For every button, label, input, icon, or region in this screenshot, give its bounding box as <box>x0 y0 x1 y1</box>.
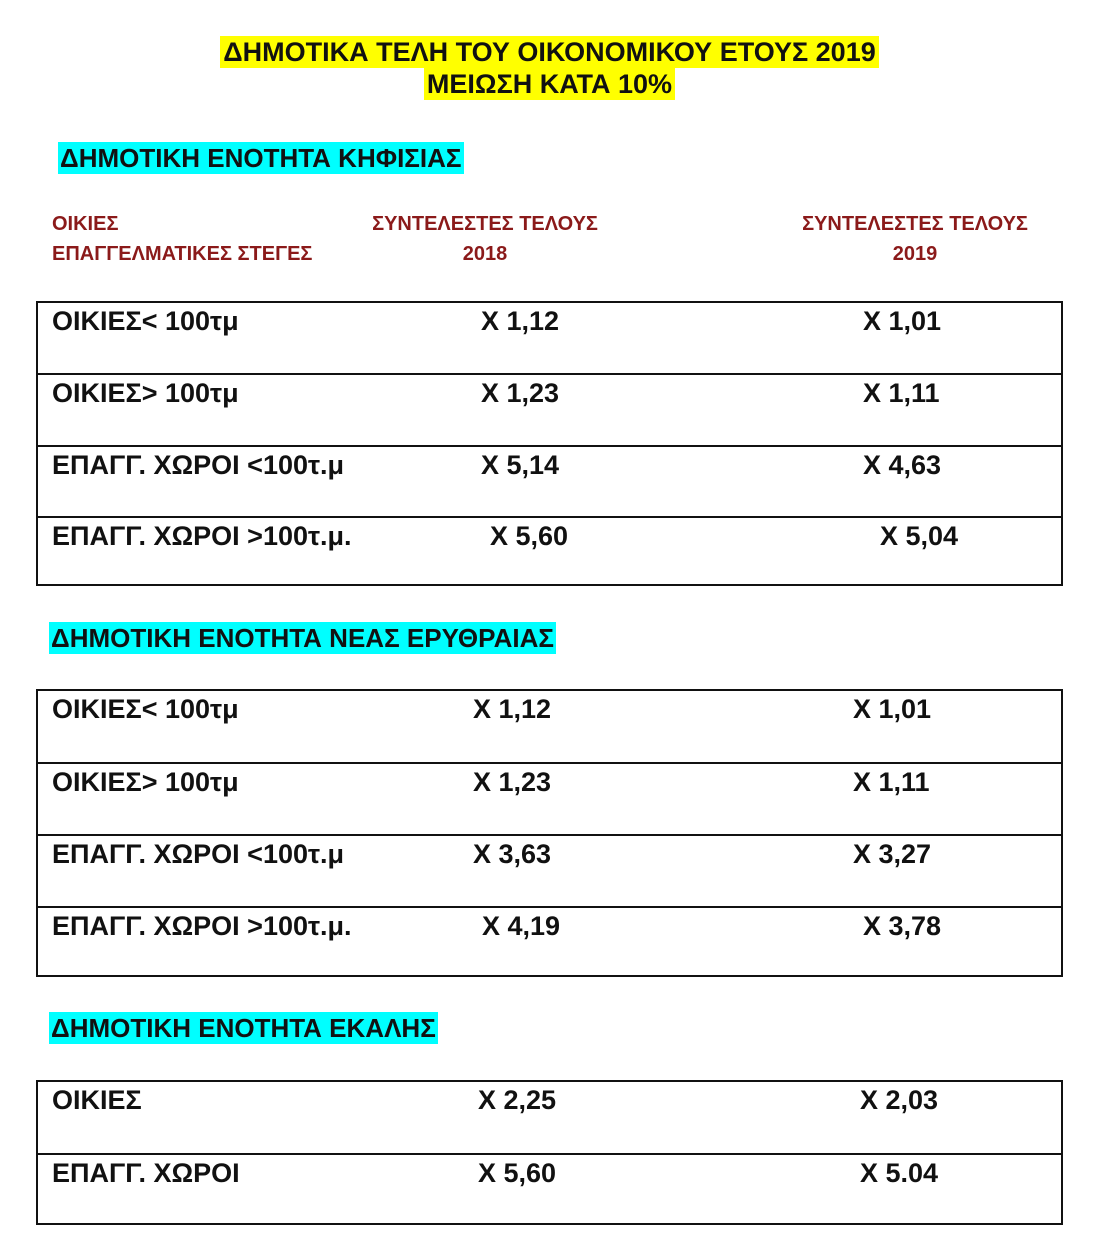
cell-coef-2019: Χ 3,27 <box>853 839 932 869</box>
table-row <box>38 373 1061 445</box>
cell-coef-2019: Χ 5,04 <box>880 521 959 551</box>
table-row <box>38 445 1061 516</box>
col-header-category-2: ΕΠΑΓΓΕΛΜΑΤΙΚΕΣ ΣΤΕΓΕΣ <box>52 243 313 265</box>
table-row <box>38 691 1061 762</box>
cell-coef-2018: Χ 5,14 <box>481 450 560 480</box>
cell-coef-2018: Χ 2,25 <box>478 1085 557 1115</box>
cell-category: ΕΠΑΓΓ. ΧΩΡΟΙ <box>52 1158 240 1188</box>
col-header-2018-1: ΣΥΝΤΕΛΕΣΤΕΣ ΤΕΛΟΥΣ <box>372 213 598 235</box>
col-header-2019-2: 2019 <box>892 243 938 265</box>
cell-coef-2018: Χ 5,60 <box>478 1158 557 1188</box>
table-ekali <box>36 1080 1063 1225</box>
table-row <box>38 906 1061 975</box>
cell-coef-2018: Χ 5,60 <box>490 521 569 551</box>
cell-category: ΟΙΚΙΕΣ <box>52 1085 142 1115</box>
cell-category: ΕΠΑΓΓ. ΧΩΡΟΙ >100τ.μ. <box>52 521 352 551</box>
cell-coef-2019: Χ 1,01 <box>863 306 942 336</box>
title-line-1: ΔΗΜΟΤΙΚΑ ΤΕΛΗ ΤΟΥ ΟΙΚΟΝΟΜΙΚΟΥ ΕΤΟΥΣ 2019 <box>220 36 878 68</box>
col-header-2018-2: 2018 <box>462 243 508 265</box>
cell-coef-2018: Χ 4,19 <box>482 911 561 941</box>
table-row <box>38 516 1061 584</box>
cell-coef-2018: Χ 1,12 <box>481 306 560 336</box>
table-row <box>38 303 1061 373</box>
document-title <box>0 36 1099 100</box>
table-row <box>38 762 1061 834</box>
cell-coef-2018: Χ 1,23 <box>481 378 560 408</box>
section-heading-nea-erythraia: ΔΗΜΟΤΙΚΗ ΕΝΟΤΗΤΑ ΝΕΑΣ ΕΡΥΘΡΑΙΑΣ <box>51 623 554 653</box>
cell-coef-2019: Χ 1,11 <box>853 767 930 797</box>
cell-category: ΕΠΑΓΓ. ΧΩΡΟΙ >100τ.μ. <box>52 911 352 941</box>
col-header-2019-1: ΣΥΝΤΕΛΕΣΤΕΣ ΤΕΛΟΥΣ <box>802 213 1028 235</box>
cell-coef-2018: Χ 1,23 <box>473 767 552 797</box>
cell-category: ΕΠΑΓΓ. ΧΩΡΟΙ <100τ.μ <box>52 450 345 480</box>
cell-coef-2018: Χ 1,12 <box>473 694 552 724</box>
table-kifisia <box>36 301 1063 586</box>
title-line-2: ΜΕΙΩΣΗ ΚΑΤΑ 10% <box>424 68 675 100</box>
cell-category: ΟΙΚΙΕΣ< 100τμ <box>52 694 239 724</box>
cell-category: ΟΙΚΙΕΣ> 100τμ <box>52 378 239 408</box>
cell-coef-2019: Χ 3,78 <box>863 911 942 941</box>
cell-coef-2019: Χ 2,03 <box>860 1085 939 1115</box>
section-heading-kifisia: ΔΗΜΟΤΙΚΗ ΕΝΟΤΗΤΑ ΚΗΦΙΣΙΑΣ <box>60 143 462 173</box>
cell-coef-2019: Χ 5.04 <box>860 1158 939 1188</box>
cell-coef-2019: Χ 4,63 <box>863 450 942 480</box>
table-row <box>38 834 1061 906</box>
col-header-category-1: ΟΙΚΙΕΣ <box>52 213 119 235</box>
table-nea-erythraia <box>36 689 1063 977</box>
cell-coef-2019: Χ 1,01 <box>853 694 932 724</box>
cell-coef-2019: Χ 1,11 <box>863 378 940 408</box>
cell-category: ΟΙΚΙΕΣ< 100τμ <box>52 306 239 336</box>
table-row <box>38 1153 1061 1223</box>
section-heading-ekali: ΔΗΜΟΤΙΚΗ ΕΝΟΤΗΤΑ ΕΚΑΛΗΣ <box>51 1013 436 1043</box>
cell-category: ΕΠΑΓΓ. ΧΩΡΟΙ <100τ.μ <box>52 839 345 869</box>
table-row <box>38 1082 1061 1153</box>
cell-coef-2018: Χ 3,63 <box>473 839 552 869</box>
cell-category: ΟΙΚΙΕΣ> 100τμ <box>52 767 239 797</box>
